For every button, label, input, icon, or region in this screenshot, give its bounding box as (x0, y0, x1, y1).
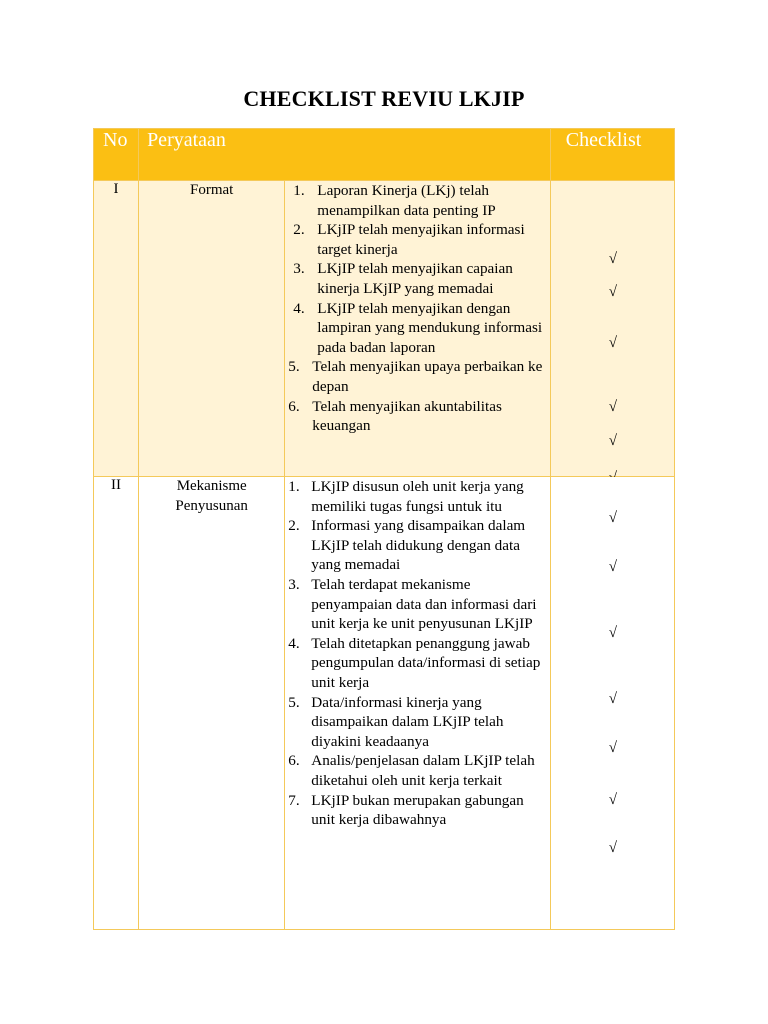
statement-item (285, 220, 549, 259)
check-mark: √ (608, 510, 617, 526)
statement-list (285, 477, 549, 830)
statement-list-cell (285, 477, 550, 930)
statement-list-cell (285, 181, 550, 477)
table-header-row (94, 129, 675, 181)
item-text: Telah terdapat mekanisme penyampaian data dan informasi dari unit kerja ke unit penyusunan LKjIP (311, 575, 537, 633)
item-text: Analis/penjelasan dalam LKjIP telah diketahui oleh unit kerja terkait (311, 752, 535, 789)
check-mark: √ (608, 284, 617, 300)
check-mark: √ (608, 559, 617, 575)
item-text: Telah menyajikan upaya perbaikan ke depan (312, 358, 543, 395)
item-number: 3. (293, 260, 305, 278)
section-row-format (94, 181, 675, 477)
item-text: Telah ditetapkan penanggung jawab pengumpulan data/informasi di setiap unit kerja (311, 634, 541, 691)
section-category (139, 477, 285, 930)
item-text: LKjIP bukan merupakan gabungan unit kerja dibawahnya (311, 791, 524, 829)
checklist-table (93, 128, 675, 930)
check-mark: √ (608, 840, 617, 856)
statement-item (285, 634, 549, 693)
statement-item (285, 397, 549, 436)
item-text: Data/informasi kinerja yang disampaikan dalam LKjIP telah diyakini keadaanya (311, 693, 504, 750)
item-number: 6. (288, 397, 300, 415)
item-text: LKjIP disusun oleh unit kerja yang memiliki tugas fungsi untuk itu (311, 478, 524, 515)
section-number: II (94, 477, 139, 930)
header-no: No (94, 129, 139, 181)
checklist-cell (550, 181, 674, 477)
item-number: 4. (288, 634, 300, 652)
item-text: LKjIP telah menyajikan informasi target kinerja (317, 221, 525, 258)
statement-item (285, 477, 549, 516)
check-mark: √ (608, 792, 617, 808)
statement-item (285, 181, 549, 220)
check-mark: √ (608, 691, 617, 707)
category-line: Penyusunan (175, 497, 248, 514)
item-number: 3. (288, 575, 300, 593)
section-category (139, 181, 285, 477)
item-text: LKjIP telah menyajikan capaian kinerja LKjIP yang memadai (317, 260, 513, 297)
item-number: 2. (288, 517, 300, 535)
item-number: 5. (288, 693, 300, 711)
check-mark: √ (608, 251, 617, 267)
item-text: LKjIP telah menyajikan dengan lampiran yang mendukung informasi pada badan laporan (317, 299, 543, 356)
statement-item (285, 516, 549, 575)
item-number: 1. (288, 478, 300, 495)
statement-item (285, 751, 549, 790)
statement-item (285, 791, 549, 830)
item-text: Telah menyajikan akuntabilitas keuangan (312, 397, 502, 435)
statement-item (285, 357, 549, 396)
statement-item (285, 693, 549, 752)
category-line: Mekanisme (176, 478, 247, 494)
check-mark: √ (608, 399, 617, 415)
header-checklist: Checklist (550, 129, 674, 181)
check-mark: √ (608, 625, 617, 641)
section-number: I (94, 181, 139, 477)
item-text: Informasi yang disampaikan dalam LKjIP telah didukung dengan data yang memadai (311, 517, 526, 574)
item-number: 2. (293, 221, 305, 239)
check-mark: √ (608, 433, 617, 449)
statement-list (285, 181, 549, 436)
page-title: CHECKLIST REVIU LKJIP (243, 86, 525, 111)
section-row-mekanisme (94, 477, 675, 930)
item-number: 1. (293, 182, 305, 199)
check-mark: √ (608, 740, 617, 756)
check-mark: √ (608, 335, 617, 351)
checklist-cell (550, 477, 674, 930)
statement-item (285, 575, 549, 634)
header-statement: Peryataan (139, 129, 551, 181)
category-line: Format (190, 182, 234, 198)
item-text: Laporan Kinerja (LKj) telah menampilkan data penting IP (317, 182, 496, 219)
item-number: 4. (293, 299, 305, 317)
item-number: 7. (288, 791, 300, 809)
item-number: 6. (288, 752, 300, 770)
item-number: 5. (288, 358, 300, 376)
statement-item (285, 299, 549, 358)
statement-item (285, 259, 549, 298)
